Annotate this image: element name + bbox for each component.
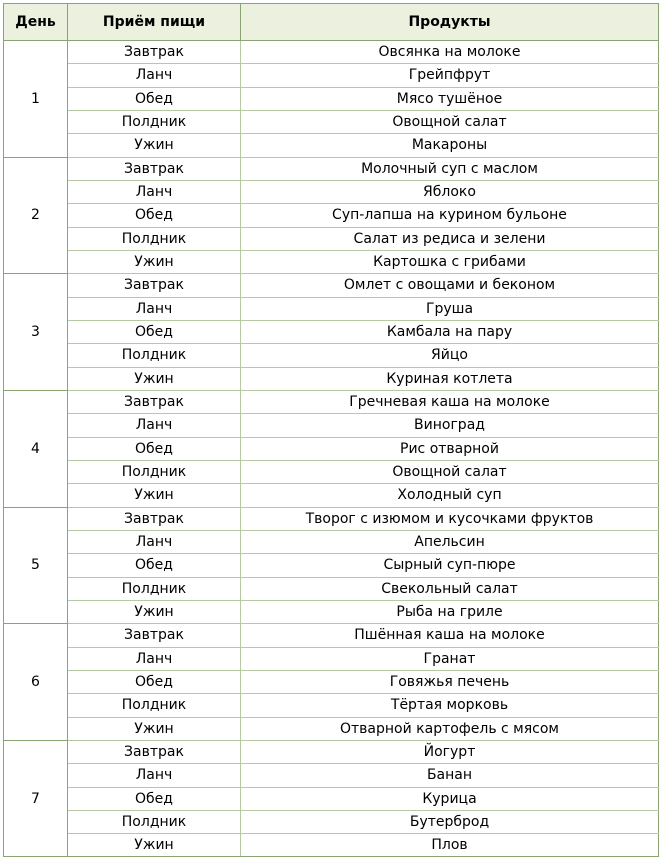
- meal-cell: Обед: [68, 320, 241, 343]
- day-number-cell: 6: [4, 624, 68, 741]
- product-cell: Отварной картофель с мясом: [241, 717, 659, 740]
- product-cell: Плов: [241, 834, 659, 857]
- table-row: [4, 834, 659, 857]
- meal-cell: Ланч: [68, 64, 241, 87]
- product-cell: Макароны: [241, 134, 659, 157]
- table-row: [4, 670, 659, 693]
- meal-cell: Завтрак: [68, 157, 241, 180]
- table-row: [4, 390, 659, 413]
- table-row: [4, 460, 659, 483]
- meal-cell: Обед: [68, 554, 241, 577]
- product-cell: Молочный суп с маслом: [241, 157, 659, 180]
- meal-cell: Ужин: [68, 367, 241, 390]
- meal-cell: Ланч: [68, 414, 241, 437]
- product-cell: Бутерброд: [241, 810, 659, 833]
- meal-cell: Ужин: [68, 484, 241, 507]
- meal-cell: Обед: [68, 87, 241, 110]
- table-row: [4, 647, 659, 670]
- meal-cell: Завтрак: [68, 507, 241, 530]
- meal-cell: Обед: [68, 787, 241, 810]
- table-row: [4, 134, 659, 157]
- product-cell: Овощной салат: [241, 110, 659, 133]
- table-row: [4, 554, 659, 577]
- header-day: День: [4, 4, 68, 41]
- table-row: [4, 64, 659, 87]
- product-cell: Яблоко: [241, 180, 659, 203]
- table-row: [4, 600, 659, 623]
- table-row: [4, 437, 659, 460]
- meal-cell: Ужин: [68, 717, 241, 740]
- meal-cell: Полдник: [68, 344, 241, 367]
- table-row: [4, 250, 659, 273]
- day-number-cell: 3: [4, 274, 68, 391]
- table-row: [4, 414, 659, 437]
- table-row: [4, 157, 659, 180]
- table-row: [4, 507, 659, 530]
- table-body: [4, 41, 659, 857]
- day-number-cell: 5: [4, 507, 68, 624]
- product-cell: Банан: [241, 764, 659, 787]
- table-row: [4, 764, 659, 787]
- product-cell: Апельсин: [241, 530, 659, 553]
- meal-cell: Завтрак: [68, 740, 241, 763]
- table-row: [4, 367, 659, 390]
- product-cell: Пшённая каша на молоке: [241, 624, 659, 647]
- product-cell: Суп-лапша на курином бульоне: [241, 204, 659, 227]
- product-cell: Сырный суп-пюре: [241, 554, 659, 577]
- table-row: [4, 530, 659, 553]
- table-row: [4, 577, 659, 600]
- meal-cell: Ужин: [68, 600, 241, 623]
- table-row: [4, 740, 659, 763]
- product-cell: Творог с изюмом и кусочками фруктов: [241, 507, 659, 530]
- product-cell: Рыба на гриле: [241, 600, 659, 623]
- header-row: [4, 4, 659, 41]
- day-number-cell: 1: [4, 41, 68, 158]
- product-cell: Овощной салат: [241, 460, 659, 483]
- meal-cell: Полдник: [68, 460, 241, 483]
- table-row: [4, 41, 659, 64]
- product-cell: Гречневая каша на молоке: [241, 390, 659, 413]
- meal-cell: Полдник: [68, 694, 241, 717]
- table-row: [4, 297, 659, 320]
- table-row: [4, 717, 659, 740]
- day-number-cell: 4: [4, 390, 68, 507]
- header-products: Продукты: [241, 4, 659, 41]
- product-cell: Виноград: [241, 414, 659, 437]
- meal-cell: Полдник: [68, 227, 241, 250]
- product-cell: Холодный суп: [241, 484, 659, 507]
- product-cell: Говяжья печень: [241, 670, 659, 693]
- meal-cell: Ланч: [68, 647, 241, 670]
- table-row: [4, 320, 659, 343]
- table-row: [4, 204, 659, 227]
- meal-cell: Полдник: [68, 110, 241, 133]
- meal-plan-table: [3, 3, 659, 857]
- table-row: [4, 180, 659, 203]
- product-cell: Гранат: [241, 647, 659, 670]
- meal-cell: Ужин: [68, 134, 241, 157]
- table-row: [4, 694, 659, 717]
- meal-cell: Ланч: [68, 297, 241, 320]
- product-cell: Омлет с овощами и беконом: [241, 274, 659, 297]
- product-cell: Яйцо: [241, 344, 659, 367]
- product-cell: Куриная котлета: [241, 367, 659, 390]
- table-row: [4, 344, 659, 367]
- product-cell: Свекольный салат: [241, 577, 659, 600]
- table-row: [4, 484, 659, 507]
- table-row: [4, 227, 659, 250]
- meal-cell: Ланч: [68, 530, 241, 553]
- table-row: [4, 87, 659, 110]
- meal-cell: Ужин: [68, 834, 241, 857]
- product-cell: Овсянка на молоке: [241, 41, 659, 64]
- product-cell: Тёртая морковь: [241, 694, 659, 717]
- table-row: [4, 810, 659, 833]
- product-cell: Салат из редиса и зелени: [241, 227, 659, 250]
- meal-cell: Ланч: [68, 764, 241, 787]
- meal-cell: Ланч: [68, 180, 241, 203]
- meal-cell: Ужин: [68, 250, 241, 273]
- product-cell: Груша: [241, 297, 659, 320]
- product-cell: Йогурт: [241, 740, 659, 763]
- day-number-cell: 7: [4, 740, 68, 857]
- product-cell: Рис отварной: [241, 437, 659, 460]
- meal-cell: Обед: [68, 437, 241, 460]
- table-row: [4, 787, 659, 810]
- product-cell: Камбала на пару: [241, 320, 659, 343]
- table-row: [4, 110, 659, 133]
- product-cell: Картошка с грибами: [241, 250, 659, 273]
- product-cell: Мясо тушёное: [241, 87, 659, 110]
- header-meal: Приём пищи: [68, 4, 241, 41]
- product-cell: Курица: [241, 787, 659, 810]
- table-row: [4, 274, 659, 297]
- meal-cell: Обед: [68, 204, 241, 227]
- meal-cell: Завтрак: [68, 624, 241, 647]
- meal-cell: Полдник: [68, 577, 241, 600]
- meal-cell: Завтрак: [68, 41, 241, 64]
- meal-cell: Завтрак: [68, 390, 241, 413]
- product-cell: Грейпфрут: [241, 64, 659, 87]
- meal-cell: Завтрак: [68, 274, 241, 297]
- meal-cell: Обед: [68, 670, 241, 693]
- day-number-cell: 2: [4, 157, 68, 274]
- meal-cell: Полдник: [68, 810, 241, 833]
- table-row: [4, 624, 659, 647]
